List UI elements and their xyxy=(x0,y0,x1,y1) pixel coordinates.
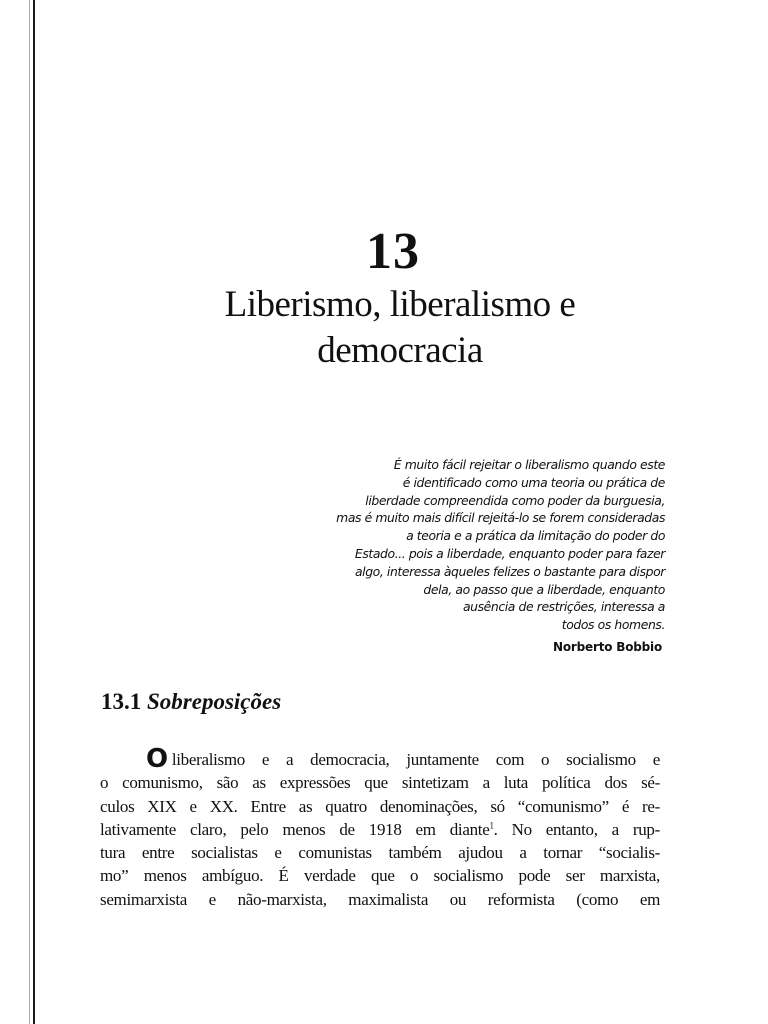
body-line: culos XIX e XX. Entre as quatro denominações, só “comunismo” é re- xyxy=(100,796,660,816)
chapter-title-line: democracia xyxy=(317,330,483,371)
section-title: Sobreposições xyxy=(147,689,282,714)
body-line: mo” menos ambíguo. É verdade que o socialismo pode ser marxista, xyxy=(100,866,660,886)
epigraph-line: é identificado como uma teoria ou prática de xyxy=(402,474,665,490)
chapter-title xyxy=(120,282,680,374)
chapter-number: 13 xyxy=(366,223,420,280)
epigraph-line: ausência de restrições, interessa a xyxy=(462,599,665,615)
epigraph-line: dela, ao passo que a liberdade, enquanto xyxy=(423,581,665,597)
epigraph-quote xyxy=(250,456,665,634)
body-line-text: lativamente claro, pelo menos de 1918 em diante xyxy=(100,819,490,839)
section-heading xyxy=(101,689,281,715)
body-paragraph xyxy=(100,744,660,911)
epigraph-line: Estado... pois a liberdade, enquanto poder para fazer xyxy=(354,545,665,561)
drop-cap: O xyxy=(146,744,168,774)
body-line-text: liberalismo e a democracia, juntamente com o socialismo e xyxy=(171,750,660,769)
footnote-ref: 1 xyxy=(489,820,494,831)
page-gutter-shadow xyxy=(29,0,30,1024)
epigraph-line: todos os homens. xyxy=(561,617,665,633)
epigraph-author: Norberto Bobbio xyxy=(553,640,662,654)
page-gutter-line xyxy=(33,0,35,1024)
body-line: o comunismo, são as expressões que sintetizam a luta política dos sé- xyxy=(100,773,660,793)
epigraph-line: É muito fácil rejeitar o liberalismo quando este xyxy=(393,457,665,472)
epigraph-line: mas é muito mais difícil rejeitá-lo se forem consideradas xyxy=(336,510,665,526)
epigraph-line: liberdade compreendida como poder da burguesia, xyxy=(365,492,665,508)
body-line: tura entre socialistas e comunistas também ajudou a tornar “socialis- xyxy=(100,843,660,863)
epigraph-line: a teoria e a prática da limitação do poder do xyxy=(406,528,665,544)
body-line: semimarxista e não-marxista, maximalista ou reformista (como em xyxy=(100,889,660,909)
body-line-text: . No entanto, a rup- xyxy=(493,819,660,839)
body-line xyxy=(100,744,660,774)
epigraph-line: algo, interessa àqueles felizes o bastante para dispor xyxy=(354,563,665,579)
section-number: 13.1 xyxy=(101,689,142,714)
body-line xyxy=(100,818,660,841)
chapter-title-line: Liberismo, liberalismo e xyxy=(224,284,576,325)
